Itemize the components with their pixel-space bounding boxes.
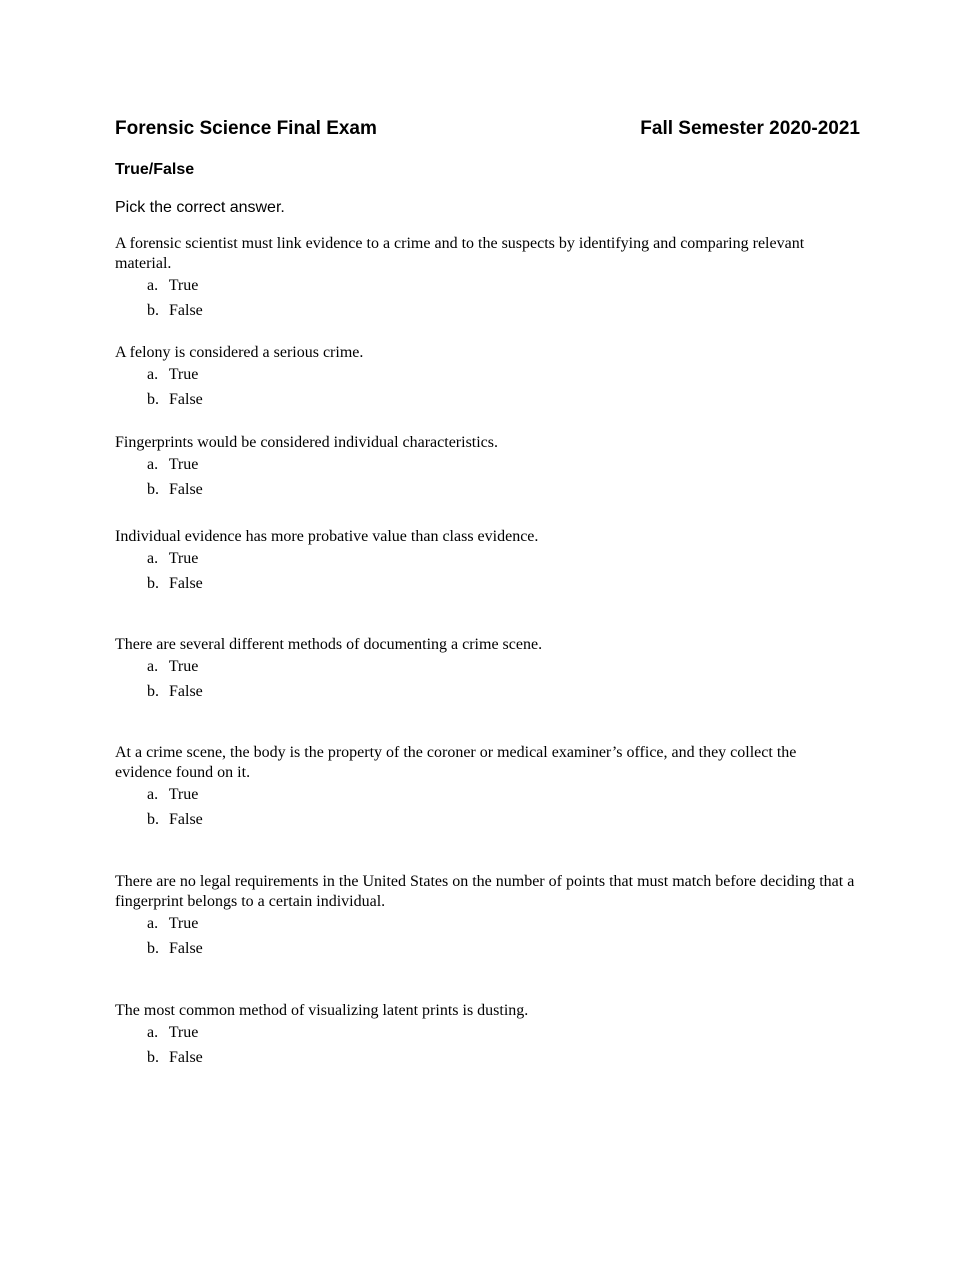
exam-title: Forensic Science Final Exam — [115, 118, 377, 139]
question-text: Fingerprints would be considered individual characteristics. — [115, 434, 499, 451]
option-false[interactable]: b. False — [147, 575, 203, 592]
option-false[interactable]: b. False — [147, 683, 203, 700]
instructions-text: Pick the correct answer. — [115, 199, 285, 216]
question-text: Individual evidence has more probative value than class evidence. — [115, 528, 539, 545]
question-text: There are several different methods of documenting a crime scene. — [115, 636, 543, 653]
question-text: At a crime scene, the body is the property of the coroner or medical examiner’s office, and they collect the evidence found on it. — [115, 744, 797, 781]
option-false[interactable]: b. False — [147, 1049, 203, 1066]
option-true[interactable]: a. True — [147, 366, 199, 383]
option-false[interactable]: b. False — [147, 811, 203, 828]
question-5 — [115, 635, 855, 707]
question-7 — [115, 872, 855, 964]
question-4 — [115, 527, 855, 599]
semester-label: Fall Semester 2020-2021 — [640, 118, 860, 139]
question-text: A forensic scientist must link evidence to a crime and to the suspects by identifying and comparing relevant material. — [115, 235, 805, 272]
question-text: A felony is considered a serious crime. — [115, 344, 364, 361]
option-true[interactable]: a. True — [147, 456, 199, 473]
option-false[interactable]: b. False — [147, 302, 203, 319]
option-true[interactable]: a. True — [147, 658, 199, 675]
option-false[interactable]: b. False — [147, 940, 203, 957]
question-1 — [115, 234, 855, 326]
question-2 — [115, 343, 855, 415]
question-text: The most common method of visualizing latent prints is dusting. — [115, 1002, 529, 1019]
question-3 — [115, 433, 855, 505]
option-false[interactable]: b. False — [147, 481, 203, 498]
option-true[interactable]: a. True — [147, 915, 199, 932]
question-text: There are no legal requirements in the United States on the number of points that must match before deciding that a fingerprint belongs to a certain individual. — [115, 873, 855, 910]
question-8 — [115, 1001, 855, 1073]
option-true[interactable]: a. True — [147, 277, 199, 294]
option-false[interactable]: b. False — [147, 391, 203, 408]
section-heading: True/False — [115, 161, 195, 178]
option-true[interactable]: a. True — [147, 1024, 199, 1041]
option-true[interactable]: a. True — [147, 550, 199, 567]
option-true[interactable]: a. True — [147, 786, 199, 803]
question-6 — [115, 743, 855, 835]
